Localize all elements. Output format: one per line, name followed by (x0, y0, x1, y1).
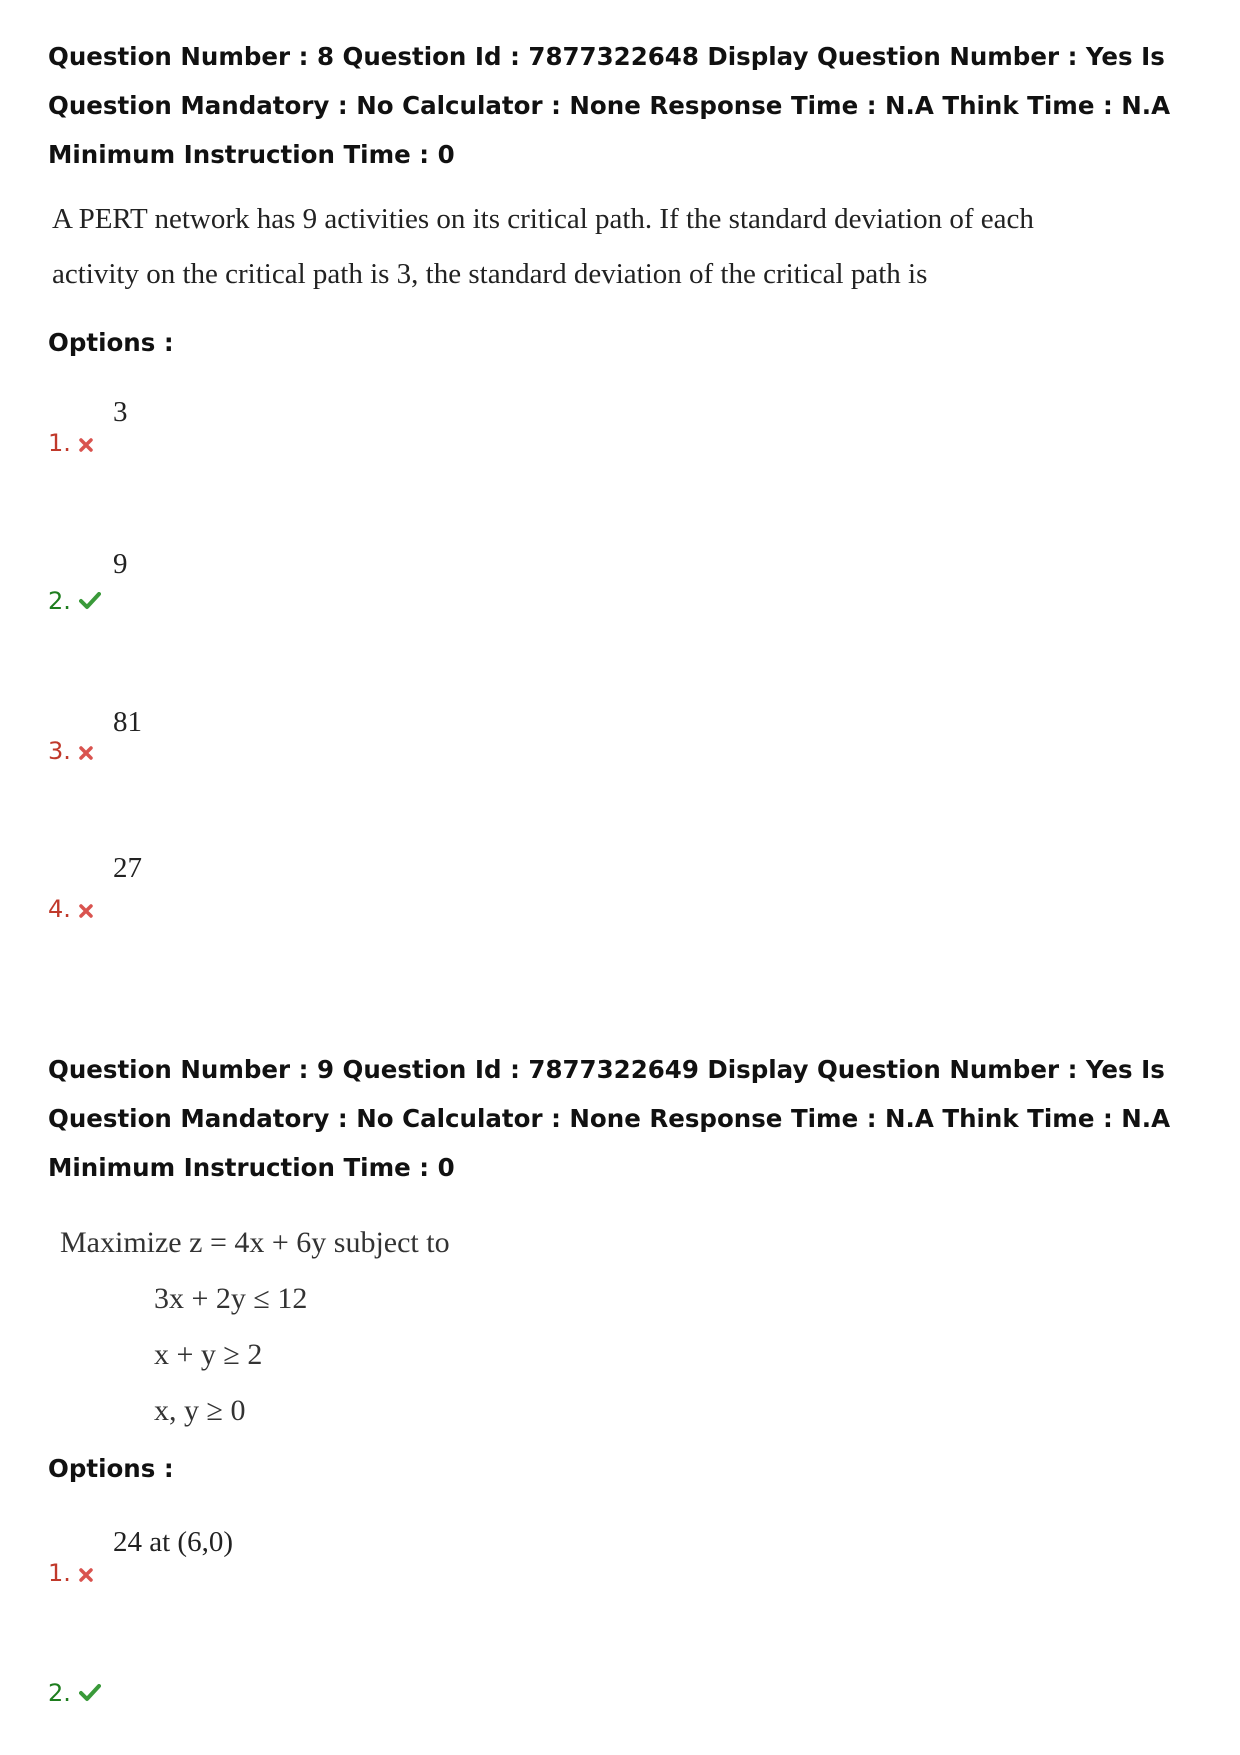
question-9-text (60, 1215, 450, 1439)
question-8-option-1[interactable] (48, 396, 548, 456)
question-9-options-label: Options : (48, 1454, 174, 1483)
question-8-meta: Question Number : 8 Question Id : 7877322648 Display Question Number : Yes Is Question Mandatory : No Calculator : None Response Time : N.A Think Time : N.A Minimum Instruction Time : 0 (48, 42, 1171, 169)
question-9-line-1: Maximize z = 4x + 6y subject to (60, 1226, 450, 1259)
question-9-line-4: x, y ≥ 0 (154, 1394, 246, 1427)
check-icon (79, 1679, 101, 1709)
cross-icon (79, 429, 93, 459)
cross-icon (79, 1559, 93, 1589)
question-9-line-2: 3x + 2y ≤ 12 (154, 1282, 308, 1315)
question-8-option-4[interactable] (48, 852, 548, 923)
question-9-option-2[interactable] (48, 1660, 548, 1720)
option-number: 3. (48, 736, 93, 767)
question-8-option-3[interactable] (48, 706, 548, 766)
question-8-line-2: activity on the critical path is 3, the standard deviation of the critical path is (52, 258, 928, 290)
option-number: 2. (48, 586, 101, 617)
cross-icon (79, 895, 93, 925)
question-8-options-label: Options : (48, 328, 174, 357)
option-number: 2. (48, 1678, 101, 1709)
option-value: 27 (113, 852, 142, 884)
option-value: 9 (113, 548, 128, 580)
option-number: 1. (48, 428, 93, 459)
check-icon (79, 587, 101, 617)
option-number: 1. (48, 1558, 93, 1589)
question-9-option-1[interactable] (48, 1526, 548, 1586)
question-8-option-2[interactable] (48, 548, 548, 615)
option-value: 81 (113, 706, 142, 738)
question-9-meta: Question Number : 9 Question Id : 7877322649 Display Question Number : Yes Is Question Mandatory : No Calculator : None Response Time : N.A Think Time : N.A Minimum Instruction Time : 0 (48, 1055, 1171, 1182)
question-9-line-3: x + y ≥ 2 (154, 1338, 263, 1371)
question-8-line-1: A PERT network has 9 activities on its critical path. If the standard deviation of each (52, 203, 1034, 235)
question-8-text (52, 192, 1034, 302)
option-value: 3 (113, 396, 128, 428)
option-number: 4. (48, 894, 93, 925)
cross-icon (79, 737, 93, 767)
option-value: 24 at (6,0) (113, 1526, 233, 1558)
